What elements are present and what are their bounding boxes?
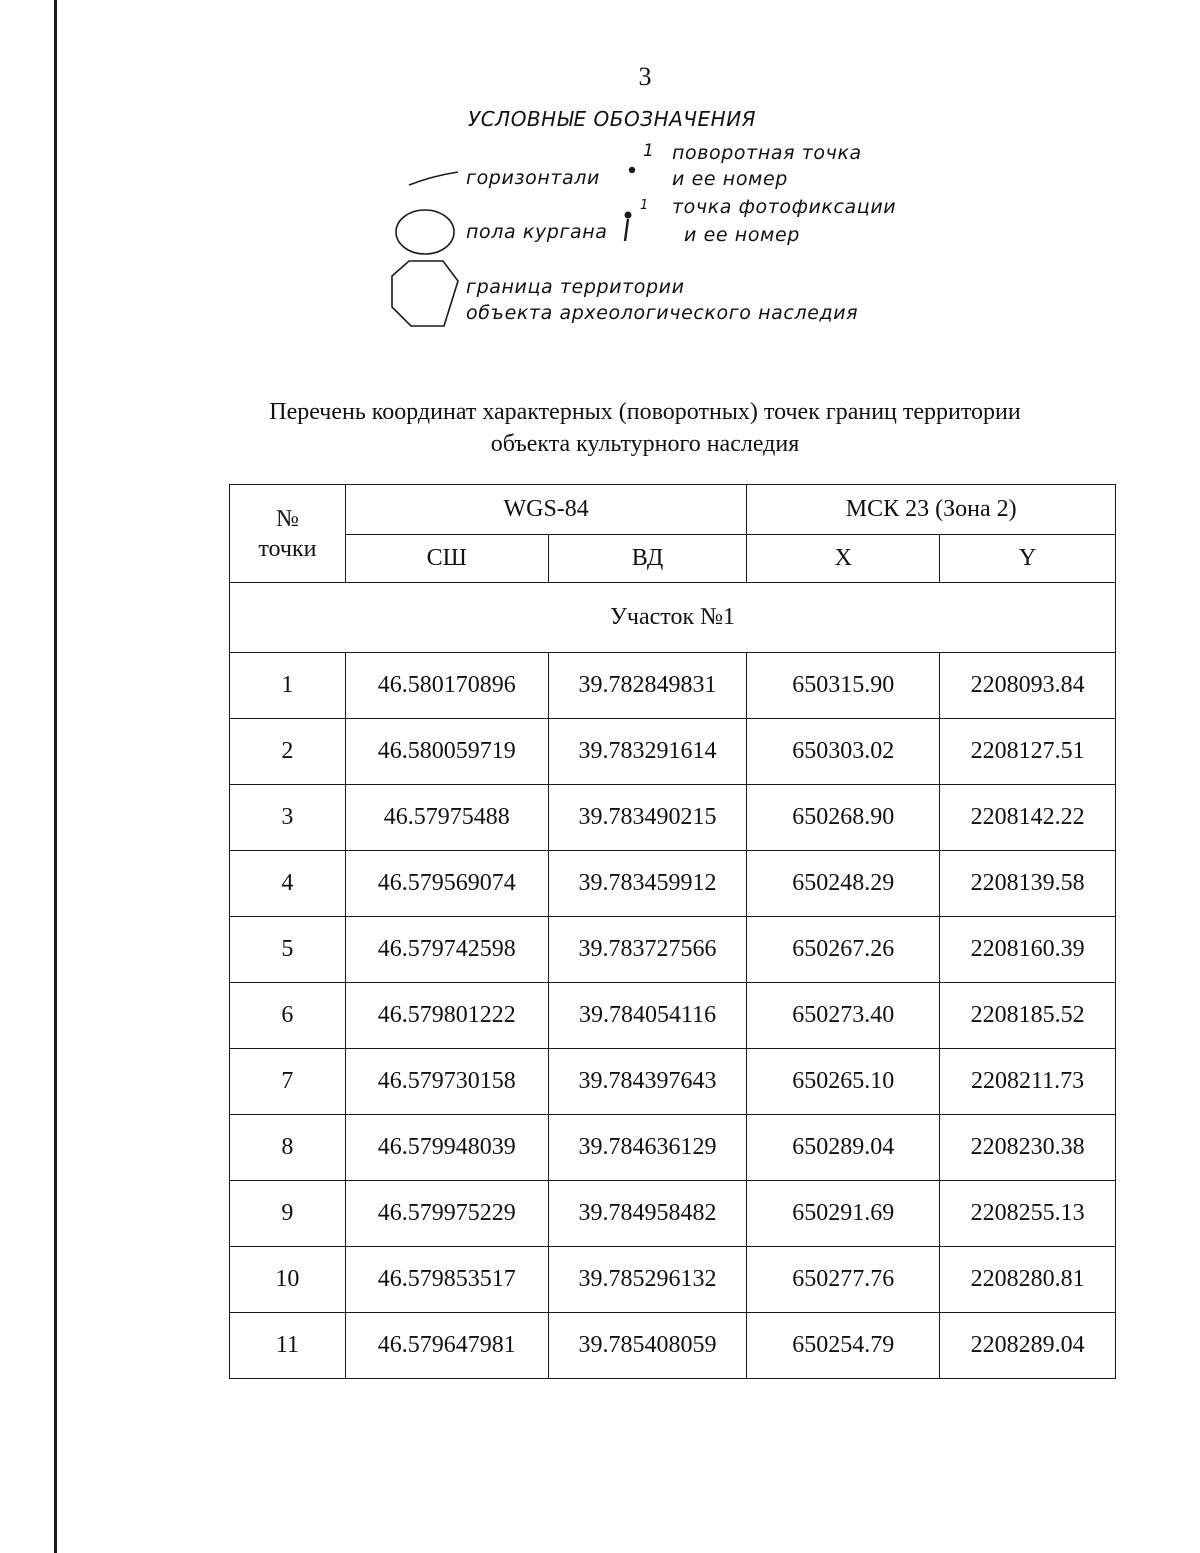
latitude-cell: 46.580170896 bbox=[345, 653, 548, 719]
table-row bbox=[230, 1313, 1116, 1379]
longitude-cell: 39.783291614 bbox=[548, 719, 747, 785]
x-cell: 650248.29 bbox=[747, 851, 940, 917]
longitude-cell: 39.783459912 bbox=[548, 851, 747, 917]
table-row bbox=[230, 653, 1116, 719]
contour-line-icon bbox=[409, 172, 458, 185]
longitude-cell: 39.784054116 bbox=[548, 983, 747, 1049]
x-cell: 650265.10 bbox=[747, 1049, 940, 1115]
turning-point-number: 1 bbox=[643, 141, 655, 161]
photo-point-number: 1 bbox=[640, 198, 649, 213]
latitude-cell: 46.580059719 bbox=[345, 719, 548, 785]
longitude-cell: 39.782849831 bbox=[548, 653, 747, 719]
point-number-cell: 6 bbox=[230, 983, 346, 1049]
boundary-label-2: объекта археологического наследия bbox=[466, 302, 859, 324]
mound-floor-label: пола кургана bbox=[466, 221, 608, 243]
latitude-cell: 46.579975229 bbox=[345, 1181, 548, 1247]
longitude-cell: 39.785296132 bbox=[548, 1247, 747, 1313]
table-row bbox=[230, 917, 1116, 983]
y-cell: 2208093.84 bbox=[940, 653, 1116, 719]
coordinates-table bbox=[229, 484, 1116, 1379]
y-cell: 2208127.51 bbox=[940, 719, 1116, 785]
photo-point-label-2: и ее номер bbox=[684, 224, 800, 246]
point-number-symbol: № bbox=[275, 505, 299, 532]
latitude-cell: 46.579948039 bbox=[345, 1115, 548, 1181]
y-cell: 2208255.13 bbox=[940, 1181, 1116, 1247]
latitude-cell: 46.579742598 bbox=[345, 917, 548, 983]
point-number-cell: 2 bbox=[230, 719, 346, 785]
x-cell: 650291.69 bbox=[747, 1181, 940, 1247]
point-number-cell: 5 bbox=[230, 917, 346, 983]
table-row bbox=[230, 983, 1116, 1049]
table-heading bbox=[150, 396, 1140, 460]
latitude-cell: 46.579730158 bbox=[345, 1049, 548, 1115]
longitude-cell: 39.784397643 bbox=[548, 1049, 747, 1115]
x-cell: 650303.02 bbox=[747, 719, 940, 785]
turning-point-icon bbox=[629, 167, 635, 173]
y-cell: 2208160.39 bbox=[940, 917, 1116, 983]
x-cell: 650277.76 bbox=[747, 1247, 940, 1313]
table-row bbox=[230, 1049, 1116, 1115]
header-row bbox=[230, 485, 1116, 535]
table-row bbox=[230, 1247, 1116, 1313]
latitude-header: СШ bbox=[345, 535, 548, 583]
legend-symbols bbox=[0, 0, 1200, 400]
legend-title: УСЛОВНЫЕ ОБОЗНАЧЕНИЯ bbox=[468, 107, 757, 131]
point-number-cell: 11 bbox=[230, 1313, 346, 1379]
contours-label: горизонтали bbox=[466, 167, 600, 189]
table-row bbox=[230, 1181, 1116, 1247]
point-number-cell: 9 bbox=[230, 1181, 346, 1247]
x-cell: 650254.79 bbox=[747, 1313, 940, 1379]
longitude-cell: 39.783727566 bbox=[548, 917, 747, 983]
point-number-header bbox=[230, 485, 346, 583]
latitude-cell: 46.579647981 bbox=[345, 1313, 548, 1379]
table-heading-line-1: Перечень координат характерных (поворотных) точек границ территории bbox=[269, 399, 1021, 425]
latitude-cell: 46.579801222 bbox=[345, 983, 548, 1049]
x-cell: 650268.90 bbox=[747, 785, 940, 851]
longitude-header: ВД bbox=[548, 535, 747, 583]
table-heading-line-2: объекта культурного наследия bbox=[490, 431, 800, 457]
longitude-cell: 39.785408059 bbox=[548, 1313, 747, 1379]
boundary-hexagon-icon bbox=[392, 261, 458, 326]
y-cell: 2208142.22 bbox=[940, 785, 1116, 851]
latitude-cell: 46.579853517 bbox=[345, 1247, 548, 1313]
boundary-label: граница территории bbox=[466, 276, 685, 298]
y-cell: 2208289.04 bbox=[940, 1313, 1116, 1379]
y-cell: 2208139.58 bbox=[940, 851, 1116, 917]
photo-point-label: точка фотофиксации bbox=[672, 196, 897, 218]
y-cell: 2208280.81 bbox=[940, 1247, 1116, 1313]
turning-point-label-2: и ее номер bbox=[672, 168, 788, 190]
longitude-cell: 39.783490215 bbox=[548, 785, 747, 851]
longitude-cell: 39.784958482 bbox=[548, 1181, 747, 1247]
point-number-cell: 1 bbox=[230, 653, 346, 719]
table-body bbox=[230, 653, 1116, 1379]
subheader-row bbox=[230, 535, 1116, 583]
page-number: 3 bbox=[638, 62, 652, 91]
table-row bbox=[230, 785, 1116, 851]
table-row bbox=[230, 851, 1116, 917]
latitude-cell: 46.57975488 bbox=[345, 785, 548, 851]
wgs84-header: WGS-84 bbox=[345, 485, 747, 535]
point-number-cell: 8 bbox=[230, 1115, 346, 1181]
longitude-cell: 39.784636129 bbox=[548, 1115, 747, 1181]
turning-point-label: поворотная точка bbox=[672, 142, 862, 164]
y-cell: 2208230.38 bbox=[940, 1115, 1116, 1181]
y-header: Y bbox=[940, 535, 1116, 583]
point-number-cell: 10 bbox=[230, 1247, 346, 1313]
x-header: X bbox=[747, 535, 940, 583]
photo-point-icon bbox=[625, 212, 632, 219]
latitude-cell: 46.579569074 bbox=[345, 851, 548, 917]
x-cell: 650315.90 bbox=[747, 653, 940, 719]
point-number-word: точки bbox=[258, 535, 317, 562]
x-cell: 650273.40 bbox=[747, 983, 940, 1049]
y-cell: 2208185.52 bbox=[940, 983, 1116, 1049]
section-row bbox=[230, 583, 1116, 653]
table-row bbox=[230, 719, 1116, 785]
section-title: Участок №1 bbox=[230, 583, 1116, 653]
photo-point-stem bbox=[625, 219, 628, 241]
x-cell: 650289.04 bbox=[747, 1115, 940, 1181]
x-cell: 650267.26 bbox=[747, 917, 940, 983]
msk23-header: МСК 23 (Зона 2) bbox=[747, 485, 1116, 535]
point-number-cell: 3 bbox=[230, 785, 346, 851]
y-cell: 2208211.73 bbox=[940, 1049, 1116, 1115]
table-row bbox=[230, 1115, 1116, 1181]
point-number-cell: 7 bbox=[230, 1049, 346, 1115]
point-number-cell: 4 bbox=[230, 851, 346, 917]
mound-floor-icon bbox=[396, 210, 454, 254]
